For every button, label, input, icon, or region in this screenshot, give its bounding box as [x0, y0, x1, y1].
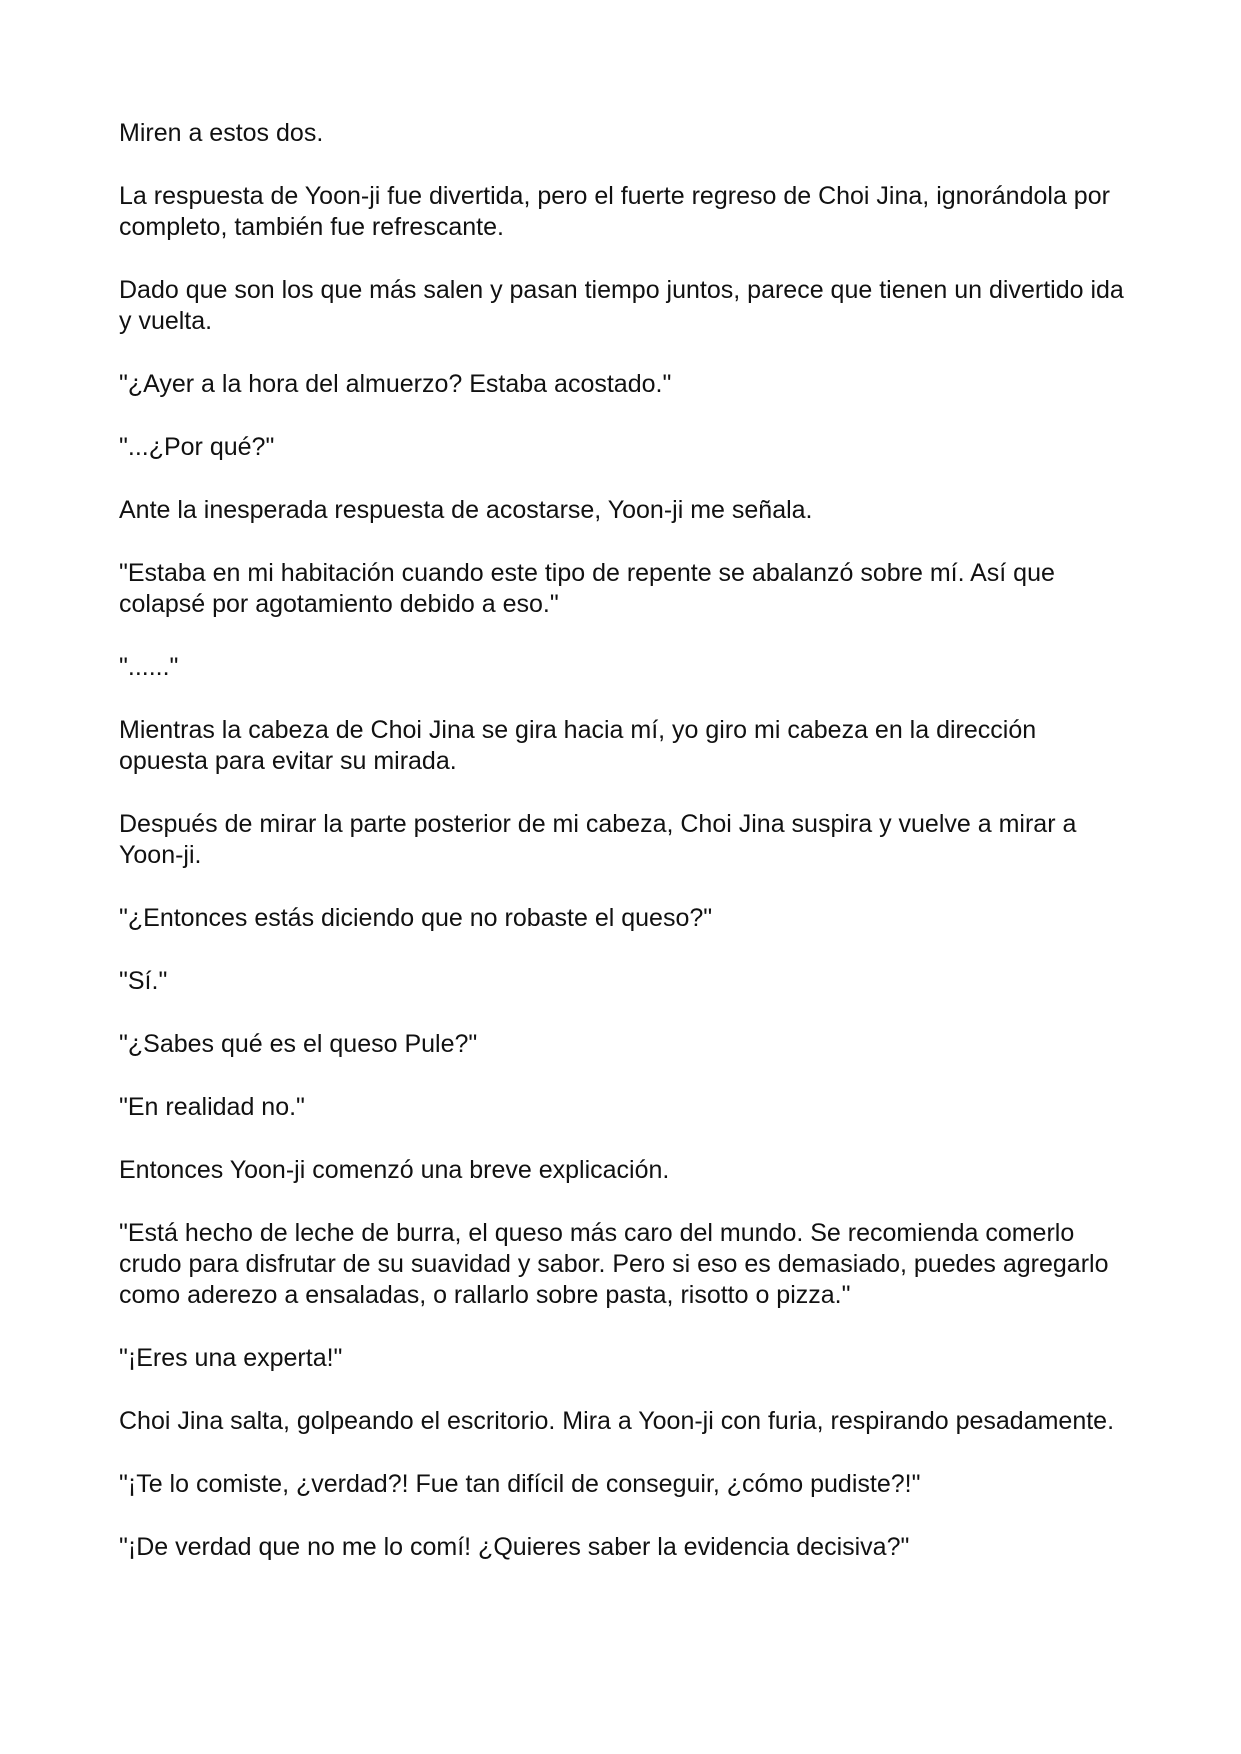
paragraph: "¿Ayer a la hora del almuerzo? Estaba acostado.": [119, 370, 672, 398]
paragraph: La respuesta de Yoon-ji fue divertida, pero el fuerte regreso de Choi Jina, ignorándola por completo, también fue refrescante.: [119, 182, 1110, 241]
paragraph: "¿Entonces estás diciendo que no robaste el queso?": [119, 904, 713, 932]
paragraph: "Estaba en mi habitación cuando este tipo de repente se abalanzó sobre mí. Así que colapsé por agotamiento debido a eso.": [119, 559, 1055, 618]
paragraph: "Está hecho de leche de burra, el queso más caro del mundo. Se recomienda comerlo crudo para disfrutar de su suavidad y sabor. Pero si eso es demasiado, puedes agregarlo como aderezo a ensaladas, o rallarlo sobre pasta, risotto o pizza.": [119, 1219, 1109, 1309]
paragraph: "¿Sabes qué es el queso Pule?": [119, 1030, 478, 1058]
paragraph: "¡Eres una experta!": [119, 1344, 343, 1372]
paragraph: Entonces Yoon-ji comenzó una breve explicación.: [119, 1156, 670, 1184]
paragraph: "......": [119, 653, 179, 681]
paragraph: "Sí.": [119, 967, 168, 995]
paragraph: "En realidad no.": [119, 1093, 305, 1121]
paragraph: "¡De verdad que no me lo comí! ¿Quieres saber la evidencia decisiva?": [119, 1533, 910, 1561]
paragraph: Mientras la cabeza de Choi Jina se gira hacia mí, yo giro mi cabeza en la dirección opuesta para evitar su mirada.: [119, 716, 1037, 775]
paragraph: "...¿Por qué?": [119, 433, 275, 461]
paragraph: Miren a estos dos.: [119, 119, 324, 147]
paragraph: Choi Jina salta, golpeando el escritorio. Mira a Yoon-ji con furia, respirando pesadamente.: [119, 1407, 1115, 1435]
paragraph: "¡Te lo comiste, ¿verdad?! Fue tan difícil de conseguir, ¿cómo pudiste?!": [119, 1470, 921, 1498]
paragraph: Ante la inesperada respuesta de acostarse, Yoon-ji me señala.: [119, 496, 813, 524]
document-body: [119, 118, 1129, 1595]
paragraph: Dado que son los que más salen y pasan tiempo juntos, parece que tienen un divertido ida y vuelta.: [119, 276, 1124, 335]
paragraph: Después de mirar la parte posterior de mi cabeza, Choi Jina suspira y vuelve a mirar a Yoon-ji.: [119, 810, 1077, 869]
